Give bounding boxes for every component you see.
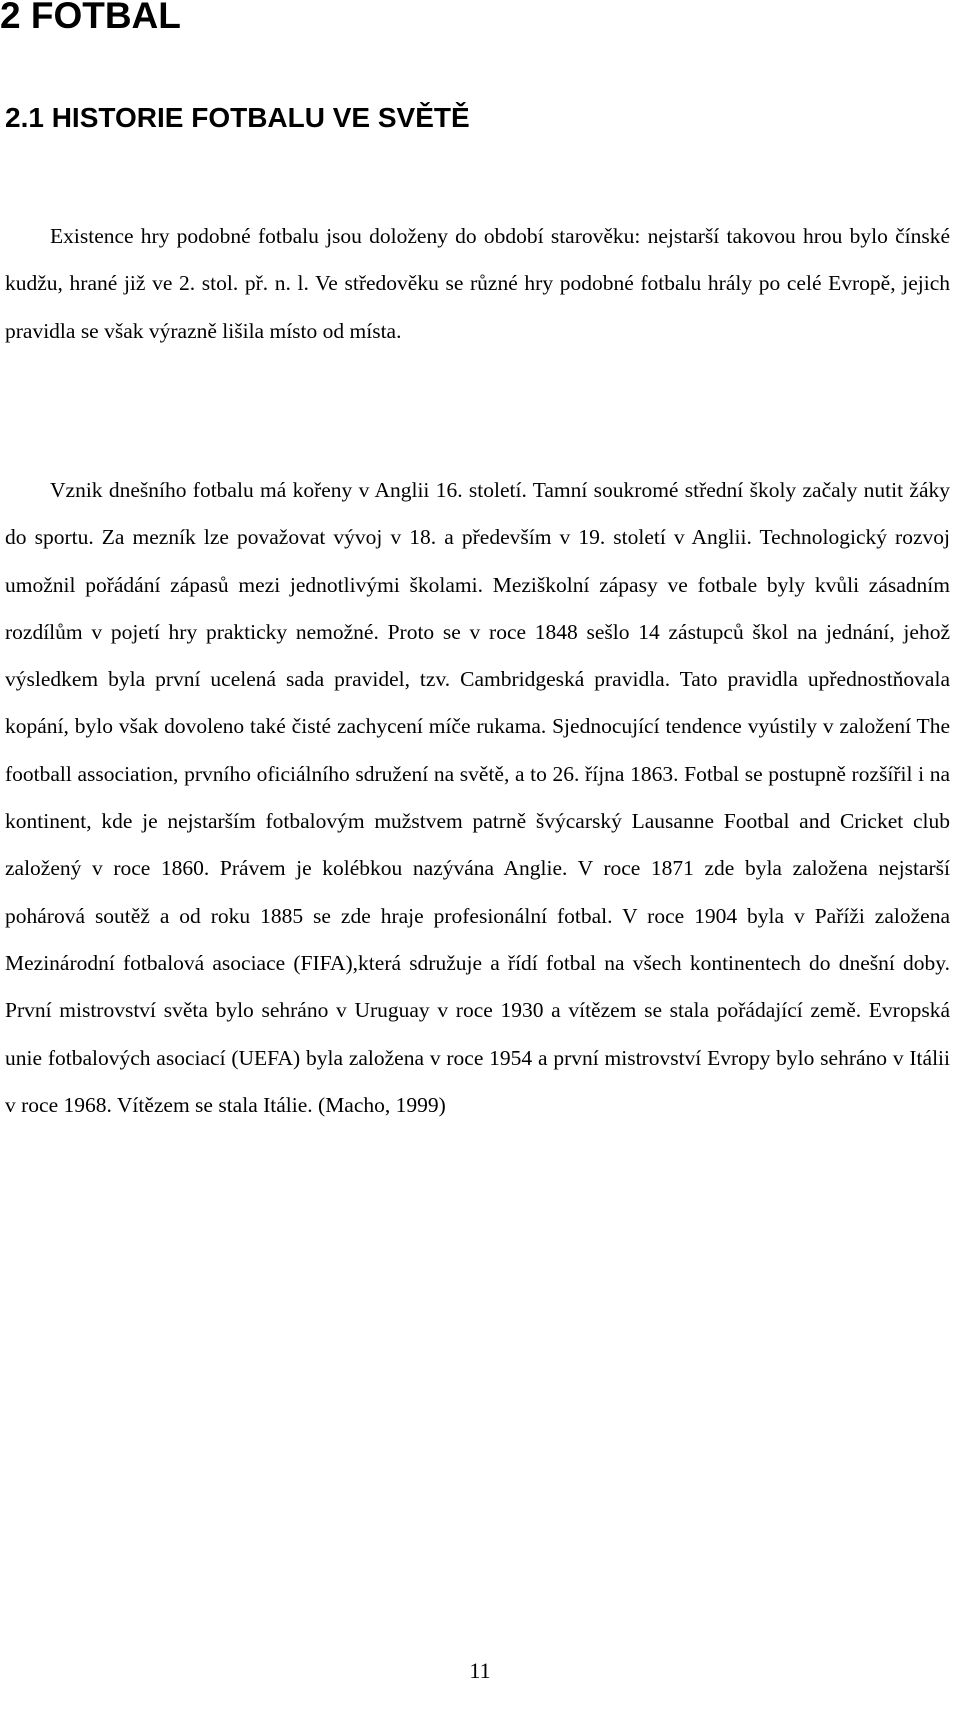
page-number: 11 xyxy=(469,1658,491,1683)
chapter-title: 2 FOTBAL xyxy=(0,0,181,36)
paragraph-ancient-history: Existence hry podobné fotbalu jsou doloženy do období starověku: nejstarší takovou hrou bylo čínské kudžu, hrané již ve 2. stol. př. n. l. Ve středověku se různé hry podobné fotbalu hrály po celé Evropě, jejich pravidla se však výrazně lišila místo od místa. xyxy=(5,224,950,343)
paragraph-modern-football: Vznik dnešního fotbalu má kořeny v Anglii 16. století. Tamní soukromé střední školy začaly nutit žáky do sportu. Za mezník lze považovat vývoj v 18. a především v 19. století v Anglii. Technologický rozvoj umožnil pořádání zápasů mezi jednotlivými školami. Meziškolní zápasy ve fotbale byly kvůli zásadním rozdílům v pojetí hry prakticky nemožné. Proto se v roce 1848 sešlo 14 zástupců škol na jednání, jehož výsledkem byla první ucelená sada pravidel, tzv. Cambridgeská pravidla. Tato pravidla upřednostňovala kopání, bylo však dovoleno také čisté zachycení míče rukama. Sjednocující tendence vyústily v založení The football association, prvního oficiálního sdružení na světě, a to 26. října 1863. Fotbal se postupně rozšířil i na kontinent, kde je nejstarším fotbalovým mužstvem patrně švýcarský Lausanne Footbal and Cricket club založený v roce 1860. Právem je kolébkou nazývána Anglie. V roce 1871 zde byla založena nejstarší pohárová soutěž a od roku 1885 se zde hraje profesionální fotbal. V roce 1904 byla v Paříži založena Mezinárodní fotbalová asociace (FIFA),která sdružuje a řídí fotbal na všech kontinentech do dnešní doby. První mistrovství světa bylo sehráno v Uruguay v roce 1930 a vítězem se stala pořádající země. Evropská unie fotbalových asociací (UEFA) byla založena v roce 1954 a první mistrovství Evropy bylo sehráno v Itálii v roce 1968. Vítězem se stala Itálie. (Macho, 1999) xyxy=(5,478,950,1117)
section-title: 2.1 HISTORIE FOTBALU VE SVĚTĚ xyxy=(5,102,470,133)
